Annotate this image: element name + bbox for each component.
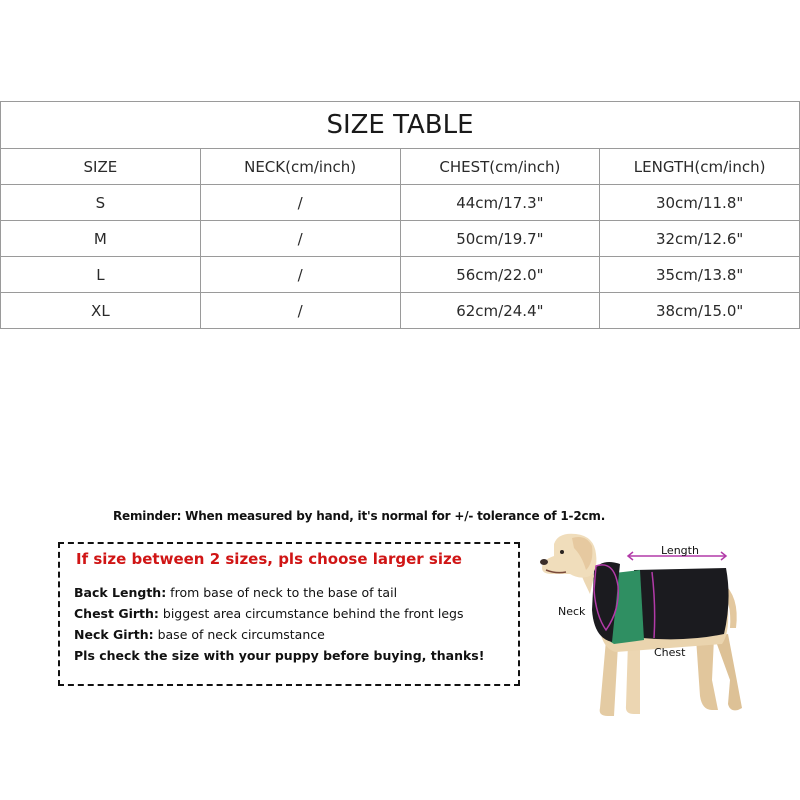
table-header-row [1, 149, 800, 185]
chest-girth-text: biggest area circumstance behind the front legs [158, 606, 464, 621]
size-table [0, 101, 800, 329]
size-cell: M [1, 221, 201, 257]
chest-cell: 44cm/17.3" [400, 185, 600, 221]
length-cell: 32cm/12.6" [600, 221, 800, 257]
chest-cell: 62cm/24.4" [400, 293, 600, 329]
chest-cell: 50cm/19.7" [400, 221, 600, 257]
sizing-note-box [58, 542, 520, 686]
table-title-row [1, 102, 800, 149]
chest-label: Chest [654, 646, 686, 659]
header-chest: CHEST(cm/inch) [400, 149, 600, 185]
reminder-text: Reminder: When measured by hand, it's normal for +/- tolerance of 1-2cm. [113, 509, 606, 523]
length-cell: 35cm/13.8" [600, 257, 800, 293]
size-cell: XL [1, 293, 201, 329]
final-note: Pls check the size with your puppy before buying, thanks! [74, 648, 485, 663]
back-length-text: from base of neck to the base of tail [166, 585, 398, 600]
table-title: SIZE TABLE [1, 102, 800, 149]
table-row [1, 293, 800, 329]
neck-cell: / [200, 221, 400, 257]
header-neck: NECK(cm/inch) [200, 149, 400, 185]
neck-cell: / [200, 185, 400, 221]
dog-measurement-figure [536, 530, 756, 725]
size-cell: S [1, 185, 201, 221]
length-cell: 38cm/15.0" [600, 293, 800, 329]
dog-illustration [536, 530, 756, 725]
length-label: Length [661, 544, 699, 557]
table-row [1, 257, 800, 293]
back-length-label: Back Length: [74, 585, 167, 600]
header-size: SIZE [1, 149, 201, 185]
length-cell: 30cm/11.8" [600, 185, 800, 221]
neck-cell: / [200, 293, 400, 329]
chest-cell: 56cm/22.0" [400, 257, 600, 293]
neck-label: Neck [558, 605, 586, 618]
header-length: LENGTH(cm/inch) [600, 149, 800, 185]
chest-girth-note [74, 606, 463, 621]
neck-girth-note [74, 627, 325, 642]
table-row [1, 221, 800, 257]
neck-cell: / [200, 257, 400, 293]
neck-girth-text: base of neck circumstance [153, 627, 325, 642]
size-cell: L [1, 257, 201, 293]
neck-girth-label: Neck Girth: [74, 627, 154, 642]
back-length-note [74, 585, 397, 600]
note-title: If size between 2 sizes, pls choose larger size [76, 550, 462, 568]
table-row [1, 185, 800, 221]
chest-girth-label: Chest Girth: [74, 606, 159, 621]
